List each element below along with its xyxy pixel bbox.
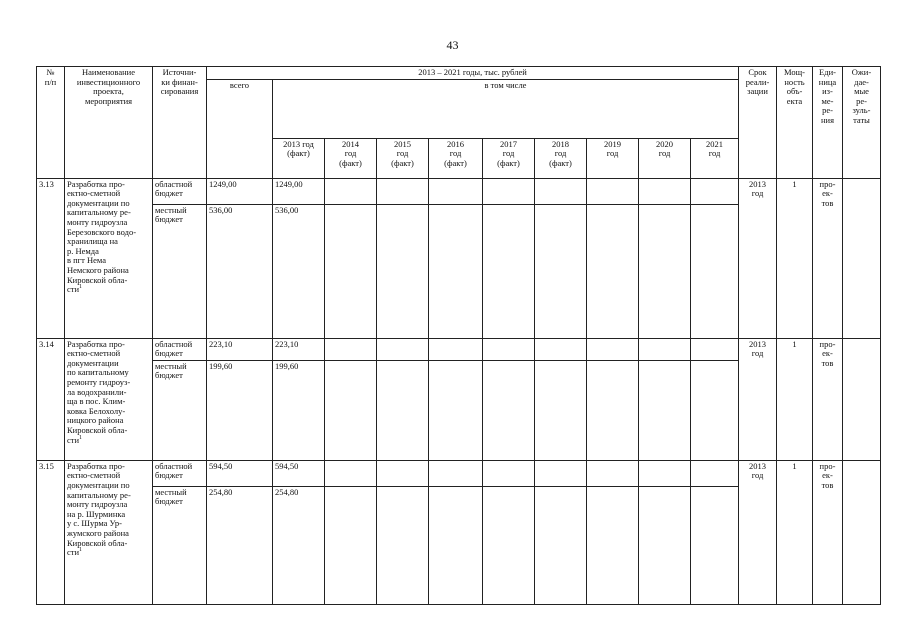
- unit: про- ек- тов: [813, 460, 843, 604]
- project-name: Разработка про- ектно-сметной документации по капитальному ре- монту гидроузла Березовского водо- хранилища на р. Немда в пгт Нема Немского района Кировской обла- сти$^1$: [65, 178, 153, 338]
- row-number: 3.15: [37, 460, 65, 604]
- local-2013: 254,80: [273, 486, 325, 604]
- local-total: 254,80: [207, 486, 273, 604]
- local-2013: 199,60: [273, 360, 325, 460]
- header-year-2013: 2013 год (факт): [273, 138, 325, 178]
- header-capacity: Мощ- ность объ- екта: [777, 67, 813, 179]
- term: 2013 год: [739, 338, 777, 460]
- capacity: 1: [777, 338, 813, 460]
- regional-2013: 594,50: [273, 460, 325, 486]
- row-number: 3.13: [37, 178, 65, 338]
- table-row: [37, 460, 881, 604]
- local-total: 199,60: [207, 360, 273, 460]
- header-source: Источни- ки финан- сирования: [153, 67, 207, 179]
- header-period: 2013 – 2021 годы, тыс. рублей: [207, 67, 739, 80]
- table-row: [37, 178, 881, 338]
- source-local: местный бюджет: [153, 204, 207, 338]
- header-unit: Еди- ница из- ме- ре- ния: [813, 67, 843, 179]
- regional-total: 594,50: [207, 460, 273, 486]
- header-total: всего: [207, 79, 273, 178]
- header-year-2016: 2016 год (факт): [429, 138, 483, 178]
- source-regional: областной бюджет: [153, 460, 207, 486]
- local-2013: 536,00: [273, 204, 325, 338]
- local-total: 536,00: [207, 204, 273, 338]
- project-name: Разработка про- ектно-сметной документации по капитальному ре- монту гидроузла на р. Шурминка у с. Шурма Ур- жумского района Кировской обла- сти$^1$: [65, 460, 153, 604]
- row-number: 3.14: [37, 338, 65, 460]
- source-regional: областной бюджет: [153, 178, 207, 204]
- header-including: в том числе: [273, 79, 739, 138]
- unit: про- ек- тов: [813, 178, 843, 338]
- header-year-2017: 2017 год (факт): [483, 138, 535, 178]
- regional-2013: 223,10: [273, 338, 325, 360]
- header-no: № п/п: [37, 67, 65, 179]
- project-name: Разработка про- ектно-сметной документации по капитальному ремонту гидроуз- ла водохранили- ща в пос. Клим- ковка Белохолу- ницкого района Кировской обла- сти$^1$: [65, 338, 153, 460]
- page-number: 43: [446, 38, 459, 52]
- header-year-2019: 2019 год: [587, 138, 639, 178]
- source-regional: областной бюджет: [153, 338, 207, 360]
- regional-2013: 1249,00: [273, 178, 325, 204]
- capacity: 1: [777, 178, 813, 338]
- term: 2013 год: [739, 178, 777, 338]
- source-local: местный бюджет: [153, 360, 207, 460]
- header-expected: Ожи- дае- мые ре- зуль- таты: [843, 67, 881, 179]
- regional-total: 223,10: [207, 338, 273, 360]
- capacity: 1: [777, 460, 813, 604]
- investment-table: [36, 66, 881, 605]
- regional-total: 1249,00: [207, 178, 273, 204]
- header-year-2021: 2021 год: [691, 138, 739, 178]
- header-name: Наименование инвестиционного проекта, мероприятия: [65, 67, 153, 179]
- source-local: местный бюджет: [153, 486, 207, 604]
- header-year-2020: 2020 год: [639, 138, 691, 178]
- header-term: Срок реали- зации: [739, 67, 777, 179]
- unit: про- ек- тов: [813, 338, 843, 460]
- header-year-2015: 2015 год (факт): [377, 138, 429, 178]
- term: 2013 год: [739, 460, 777, 604]
- header-year-2014: 2014 год (факт): [325, 138, 377, 178]
- table-header: [37, 67, 881, 179]
- header-year-2018: 2018 год (факт): [535, 138, 587, 178]
- table-row: [37, 338, 881, 460]
